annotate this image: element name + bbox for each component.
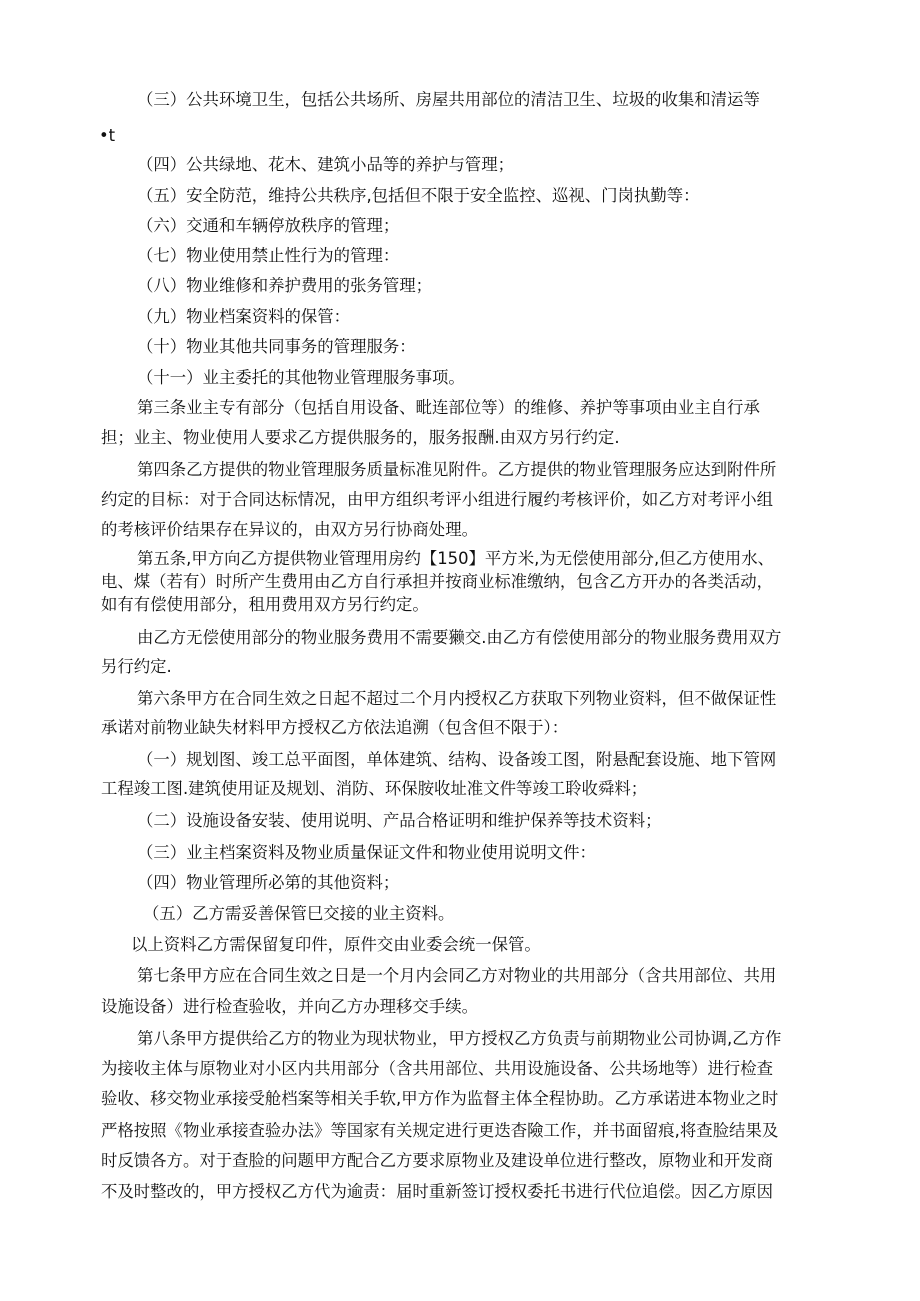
text-line: 第六条甲方在合同生效之日起不超过二个月内授权乙方获取下列物业资料，但不做保证性 [137,689,777,708]
text-line: 验收、移交物业承接受舱档案等相关手软,甲方作为监督主体全程协助。乙方承诺进本物业之时 [101,1089,779,1108]
text-line: 如有有偿使用部分，租用费用双方另行约定。 [101,595,429,614]
text-line: 为接收主体与原物业对小区内共用部分（含共用部位、共用设施设备、公共场地等）进行检查 [101,1059,774,1078]
text-line: （一）规划图、竣工总平面图，单体建筑、结构、设备竣工图，附悬配套设施、地下管网 [137,750,777,769]
text-line: （七）物业使用禁止性行为的管理： [137,246,400,265]
text-line: （十一）业主委托的其他物业管理服务事项。 [137,368,465,387]
text-line: 以上资料乙方需保留复印件，原件交由业委会统一保管。 [131,935,541,954]
text-line: 严格按照《物业承接查验办法》等国家有关规定进行更迭杳險工作，并书面留痕,将查脸结果及 [101,1121,779,1140]
text-line: （四）物业管理所必第的其他资料； [137,873,400,892]
text-line: 不及时整改的，甲方授权乙方代为逾责：届时重新签订授权委托书进行代位追偿。因乙方原因 [101,1182,774,1201]
text-line: 设施设备）进行检查验收，并向乙方办理移交手续。 [101,997,478,1016]
text-line: 第四条乙方提供的物业管理服务质量标准见附件。乙方提供的物业管理服务应达到附件所 [137,460,777,479]
text-line: 另行约定. [101,657,172,676]
text-line: 第七条甲方应在合同生效之日是一个月内会同乙方对物业的共用部分（含共用部位、共用 [137,966,777,985]
text-line: 第三条业主专有部分（包括自用设备、毗连部位等）的维修、养护等事项由业主自行承 [137,398,760,417]
text-line: （八）物业维修和养护费用的张务管理； [137,276,433,295]
text-line: （三）业主档案资料及物业质量保证文件和物业使用说明文件： [137,843,596,862]
text-line: 由乙方无偿使用部分的物业服务费用不需要獭交.由乙方有偿使用部分的物业服务费用双方 [137,628,782,647]
text-line: 时反馈各方。对于查脸的问题甲方配合乙方要求原物业及建设单位进行整改，原物业和开发商 [101,1151,774,1170]
text-line: 工程竣工图.建筑使用证及规划、消防、环保胺收址准文件等竣工聆收舜料； [101,779,648,798]
text-line: （二）设施设备安装、使用说明、产品合格证明和维护保养等技术资料； [137,811,662,830]
text-line: （五）乙方需妥善保管巳交接的业主资料。 [143,904,455,923]
text-line: （三）公共环境卫生，包括公共场所、房屋共用部位的清洁卫生、垃圾的收集和清运等 [137,90,760,109]
text-line: （五）安全防范，维持公共秩序,包括但不限于安全监控、巡视、门岗执勤等： [137,186,700,205]
text-line: （九）物业档案资料的保管： [137,307,351,326]
text-line: （六）交通和车辆停放秩序的管理； [137,216,400,235]
text-line: •t [99,126,116,145]
text-line: 电、煤（若有）时所产生费用由乙方自行承担并按商业标准缴纳，包含乙方开办的各类活动， [101,572,774,591]
text-line: （十）物业其他共同事务的管理服务： [137,337,416,356]
text-line: 担；业主、物业使用人要求乙方提供服务的，服务报酬.由双方另行约定. [101,428,620,447]
text-line: 第五条,甲方向乙方提供物业管理用房约【150】平方米,为无偿使用部分,但乙方使用水、 [137,549,774,568]
text-line: 约定的目标：对于合同达标情况，由甲方组织考评小组进行履约考核评价，如乙方对考评小组 [101,490,774,509]
text-line: （四）公共绿地、花木、建筑小品等的养护与管理； [137,155,514,174]
text-line: 第八条甲方提供给乙方的物业为现状物业，甲方授权乙方负责与前期物业公司协调,乙方作 [137,1029,782,1048]
text-line: 的考核评价结果存在异议的，由双方另行协商处理。 [101,520,478,539]
text-line: 承诺对前物业缺失材料甲方授权乙方依法追溯（包含但不限于）： [101,718,569,737]
